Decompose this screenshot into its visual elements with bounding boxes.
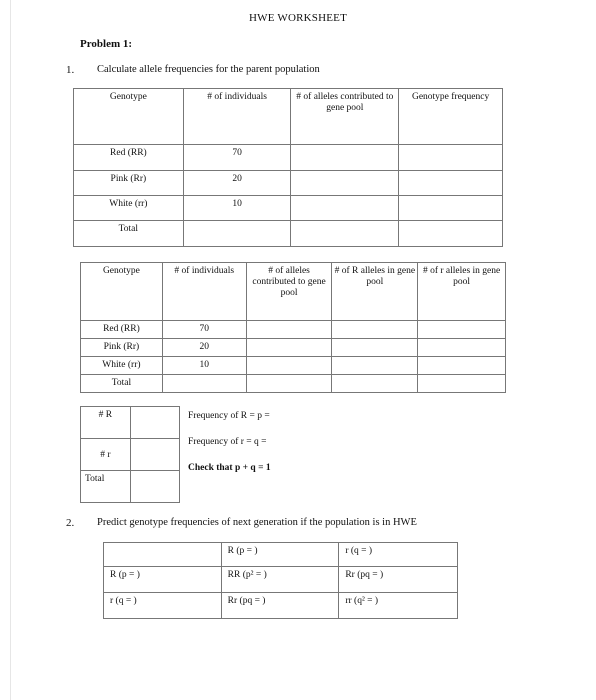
t2-row-count[interactable] <box>162 375 246 393</box>
t1-empty-cell[interactable] <box>291 145 399 171</box>
allele-table-1 <box>73 88 503 247</box>
punnett-row-header-r: r (q = ) <box>104 593 222 619</box>
question-1-text: Calculate allele frequencies for the parent population <box>97 64 320 75</box>
t1-row-genotype: Total <box>74 221 184 247</box>
allele-table-2 <box>80 262 506 393</box>
t3-row-label-total: Total <box>81 471 131 503</box>
t1-header-genotype: Genotype <box>74 89 184 145</box>
t3-row-label-R: # R <box>81 407 131 439</box>
t3-empty-cell[interactable] <box>130 407 179 439</box>
t3-empty-cell[interactable] <box>130 439 179 471</box>
t1-row-genotype: Red (RR) <box>74 145 184 171</box>
t1-header-individuals: # of individuals <box>183 89 291 145</box>
punnett-row-header-R: R (p = ) <box>104 567 222 593</box>
punnett-cell-Rr: Rr (pq = ) <box>221 593 339 619</box>
t2-empty-cell[interactable] <box>332 321 418 339</box>
t3-empty-cell[interactable] <box>130 471 179 503</box>
freq-r-line: Frequency of r = q = <box>188 437 267 447</box>
t2-header-genotype: Genotype <box>81 263 163 321</box>
punnett-cell-RR: RR (p² = ) <box>221 567 339 593</box>
t2-row-genotype: White (rr) <box>81 357 163 375</box>
t2-empty-cell[interactable] <box>418 321 506 339</box>
t2-row-count: 20 <box>162 339 246 357</box>
t2-empty-cell[interactable] <box>418 339 506 357</box>
problem-label: Problem 1: <box>80 38 133 50</box>
t1-empty-cell[interactable] <box>399 196 503 221</box>
t2-row-count: 10 <box>162 357 246 375</box>
punnett-cell-Rr: Rr (pq = ) <box>339 567 458 593</box>
question-2-text: Predict genotype frequencies of next generation if the population is in HWE <box>97 517 417 528</box>
t2-header-individuals: # of individuals <box>162 263 246 321</box>
t2-empty-cell[interactable] <box>332 339 418 357</box>
question-1-number: 1. <box>66 64 75 76</box>
t2-empty-cell[interactable] <box>418 357 506 375</box>
t1-empty-cell[interactable] <box>291 221 399 247</box>
t2-empty-cell[interactable] <box>246 321 332 339</box>
t1-empty-cell[interactable] <box>291 196 399 221</box>
t1-header-alleles: # of alleles contributed to gene pool <box>291 89 399 145</box>
punnett-square-table <box>103 542 458 619</box>
t1-row-count[interactable] <box>183 221 291 247</box>
t1-empty-cell[interactable] <box>399 171 503 196</box>
t2-empty-cell[interactable] <box>332 357 418 375</box>
t1-empty-cell[interactable] <box>399 221 503 247</box>
punnett-col-header-r: r (q = ) <box>339 543 458 567</box>
t1-row-count: 20 <box>183 171 291 196</box>
allele-count-table <box>80 406 180 503</box>
t1-row-genotype: White (rr) <box>74 196 184 221</box>
t2-empty-cell[interactable] <box>246 357 332 375</box>
t2-row-genotype: Total <box>81 375 163 393</box>
t2-header-R-alleles: # of R alleles in gene pool <box>332 263 418 321</box>
check-line: Check that p + q = 1 <box>188 463 271 473</box>
t2-empty-cell[interactable] <box>246 339 332 357</box>
t2-empty-cell[interactable] <box>418 375 506 393</box>
punnett-cell-rr: rr (q² = ) <box>339 593 458 619</box>
page-title: HWE WORKSHEET <box>248 12 348 24</box>
t1-row-count: 10 <box>183 196 291 221</box>
t2-row-genotype: Red (RR) <box>81 321 163 339</box>
t1-row-genotype: Pink (Rr) <box>74 171 184 196</box>
t2-row-count: 70 <box>162 321 246 339</box>
t1-row-count: 70 <box>183 145 291 171</box>
t3-row-label-r: # r <box>81 439 131 471</box>
t1-empty-cell[interactable] <box>291 171 399 196</box>
punnett-col-header-R: R (p = ) <box>221 543 339 567</box>
t2-empty-cell[interactable] <box>332 375 418 393</box>
t2-row-genotype: Pink (Rr) <box>81 339 163 357</box>
question-2-number: 2. <box>66 517 75 529</box>
punnett-corner-cell <box>104 543 222 567</box>
t1-header-genotype-frequency: Genotype frequency <box>399 89 503 145</box>
t1-empty-cell[interactable] <box>399 145 503 171</box>
t2-empty-cell[interactable] <box>246 375 332 393</box>
freq-R-line: Frequency of R = p = <box>188 411 270 421</box>
t2-header-r-alleles: # of r alleles in gene pool <box>418 263 506 321</box>
t2-header-alleles: # of alleles contributed to gene pool <box>246 263 332 321</box>
